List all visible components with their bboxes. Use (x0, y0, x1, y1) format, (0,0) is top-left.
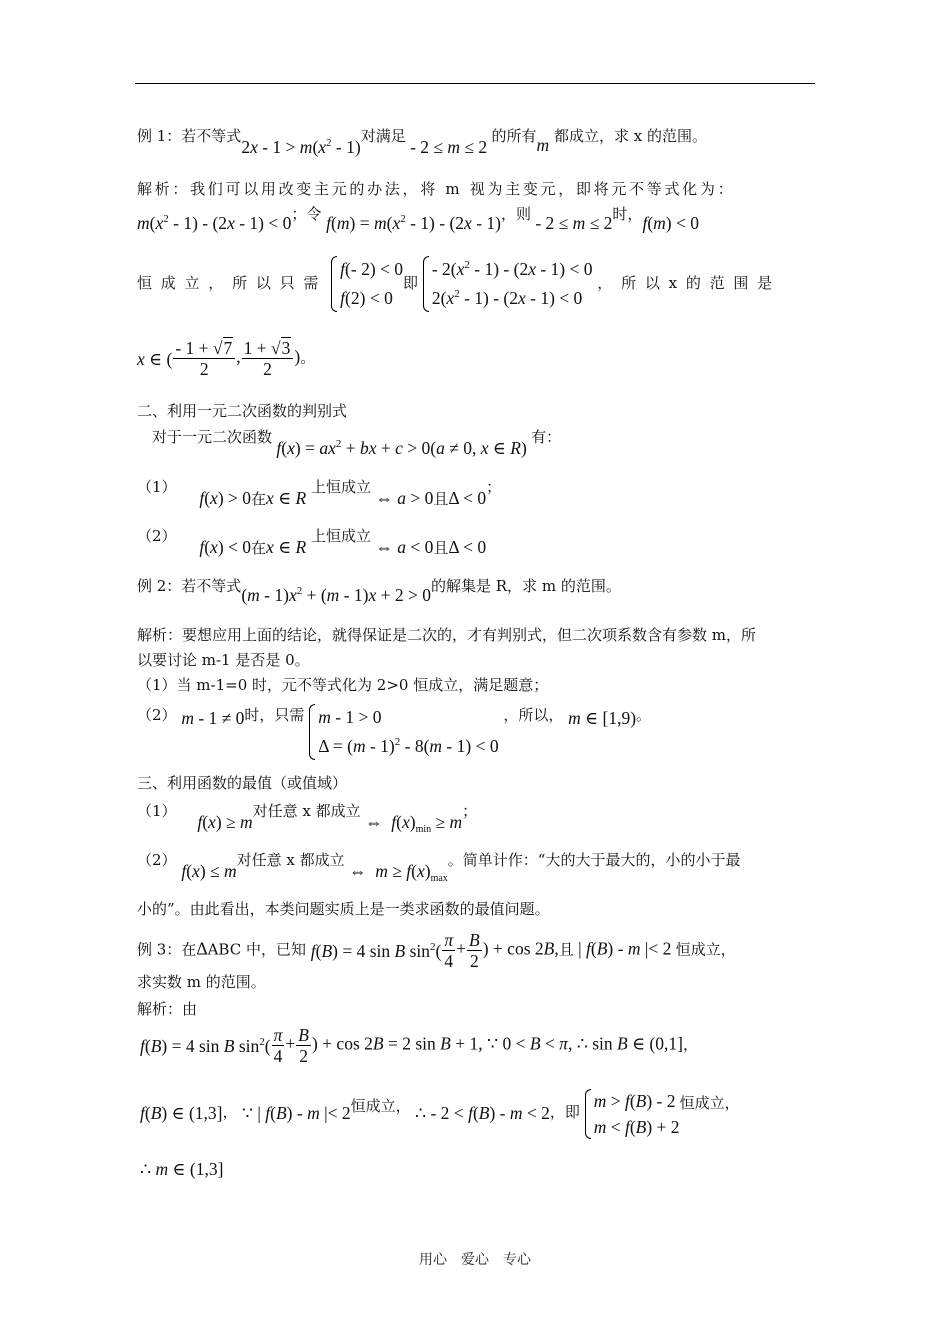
section2-item1: （1） f(x) > 0在x ∈ R 上恒成立 ⇔ a > 0且Δ < 0； (137, 478, 502, 508)
example3-conclusion: f(B) ∈ (1,3]， ∵ | f(B) - m |< 2恒成立， ∴ - 2 < f(B) - m < 2，即 m > f(B) - 2 m < f(B) + 2 恒成立， (140, 1088, 740, 1140)
example3-statement: 例 3：在ΔABC 中，已知 f(B) = 4 sin B $\sin^2$( $\frac{\pi}{4}$ + $\frac{B}{2}$ ) + cos 2B,且 | f(B) - m |< 2 恒成立， (137, 930, 736, 971)
example2-analysis-line1: 解析：要想应用上面的结论，就得保证是二次的，才有判别式，但二次项系数含有参数 m，所 (137, 626, 756, 644)
analysis1-line3: 恒 成 立 ， 所 以 只 需 f(- 2) < 0 f(2) < 0 即 - $2(x^2 - 1) - (2x - 1) < 0$ $2(x^2 - 1) - (2x - 1) < 0$ ， 所 以 x 的 范 围 是 (137, 255, 774, 313)
analysis1-answer: x ∈ ( $\frac{- 1 + √7}{2}$ , $\frac{1 + √3}{2}$ )。 (137, 338, 316, 379)
system-2: - $2(x^2 - 1) - (2x - 1) < 0$ $2(x^2 - 1) - (2x - 1) < 0$ (423, 255, 593, 313)
section3-item2: （2） f(x) ≤ m对任意 x 都成立 ⇔ $m \ge f(x)_{max}$。简单计作：“大的大于最大的，小的小于最 (137, 851, 741, 884)
section3-item1: （1） f(x) ≥ m对任意 x 都成立 ⇔ $f(x)_{min} \ge m$； (137, 802, 478, 835)
section3-item2-note: 小的”。由此看出，本类问题实质上是一类求函数的最值问题。 (137, 900, 550, 918)
example3-analysis-label: 解析：由 (137, 1000, 198, 1018)
fraction: $\frac{1 + √3}{2}$ (242, 338, 294, 379)
math-range: - 2 ≤ m ≤ 2 (405, 137, 492, 157)
example1-statement: 例 1：若不等式$2x - 1 > m(x^2 - 1)$对满足 - 2 ≤ m ≤ 2 的所有m 都成立，求 x 的范围。 (137, 127, 707, 157)
example3-derivation: f(B) = 4 sin B $\sin^2$( $\frac{\pi}{4}$ + $\frac{B}{2}$ ) + cos 2B = 2 sin B + 1, ∵ 0 < B < π, ∴ sin B ∈ (0,1]， (140, 1025, 698, 1066)
section2-heading: 二、利用一元二次函数的判别式 (137, 402, 348, 420)
example3-line2: 求实数 m 的范围。 (137, 973, 266, 991)
page-footer: 用心 爱心 专心 (419, 1252, 531, 1268)
system-4: m > f(B) - 2 m < f(B) + 2 (585, 1088, 680, 1140)
section3-heading: 三、利用函数的最值（或值域） (137, 774, 348, 792)
system-3: m - 1 > 0 Δ = (m - 1)$^2$ - 8(m - 1) < 0 (309, 703, 498, 761)
example2-case1: （1）当 m-1=0 时，元不等式化为 2>0 恒成立，满足题意； (137, 676, 549, 694)
analysis1-line2: $m(x^2 - 1) - (2x - 1) < 0$；令 $f(m) = m(x^2 - 1) - (2x - 1)$，则 - 2 ≤ m ≤ 2时，f(m) < 0 (137, 205, 699, 233)
example2-case2: （2） m - 1 ≠ 0时，只需 m - 1 > 0 Δ = (m - 1)$^2$ - 8(m - 1) < 0 ，所以， m ∈ [1,9)。 (137, 703, 651, 761)
system-1: f(- 2) < 0 f(2) < 0 (331, 255, 403, 313)
math-inequality: $2x - 1 > m(x^2 - 1)$ (241, 137, 361, 157)
fraction: $\frac{- 1 + √7}{2}$ (173, 338, 235, 379)
section2-intro: 对于一元二次函数 $f(x) = ax^2$ + bx + c > 0(a ≠ 0, x ∈ R) 有： (152, 428, 562, 458)
section2-item2: （2） f(x) < 0在x ∈ R 上恒成立 ⇔ a < 0且Δ < 0 (137, 527, 487, 557)
example2-statement: 例 2：若不等式$(m - 1)x^2 + (m - 1)x + 2 > 0$的解集是 R，求 m 的范围。 (137, 577, 621, 605)
example3-answer: ∴ m ∈ (1,3] (140, 1159, 224, 1179)
analysis1-line1: 解析：我们可以用改变主元的办法，将 m 视为主变元，即将元不等式化为： (137, 180, 736, 198)
header-rule (135, 83, 815, 84)
example2-analysis-line2: 以要讨论 m-1 是否是 0。 (137, 651, 310, 669)
